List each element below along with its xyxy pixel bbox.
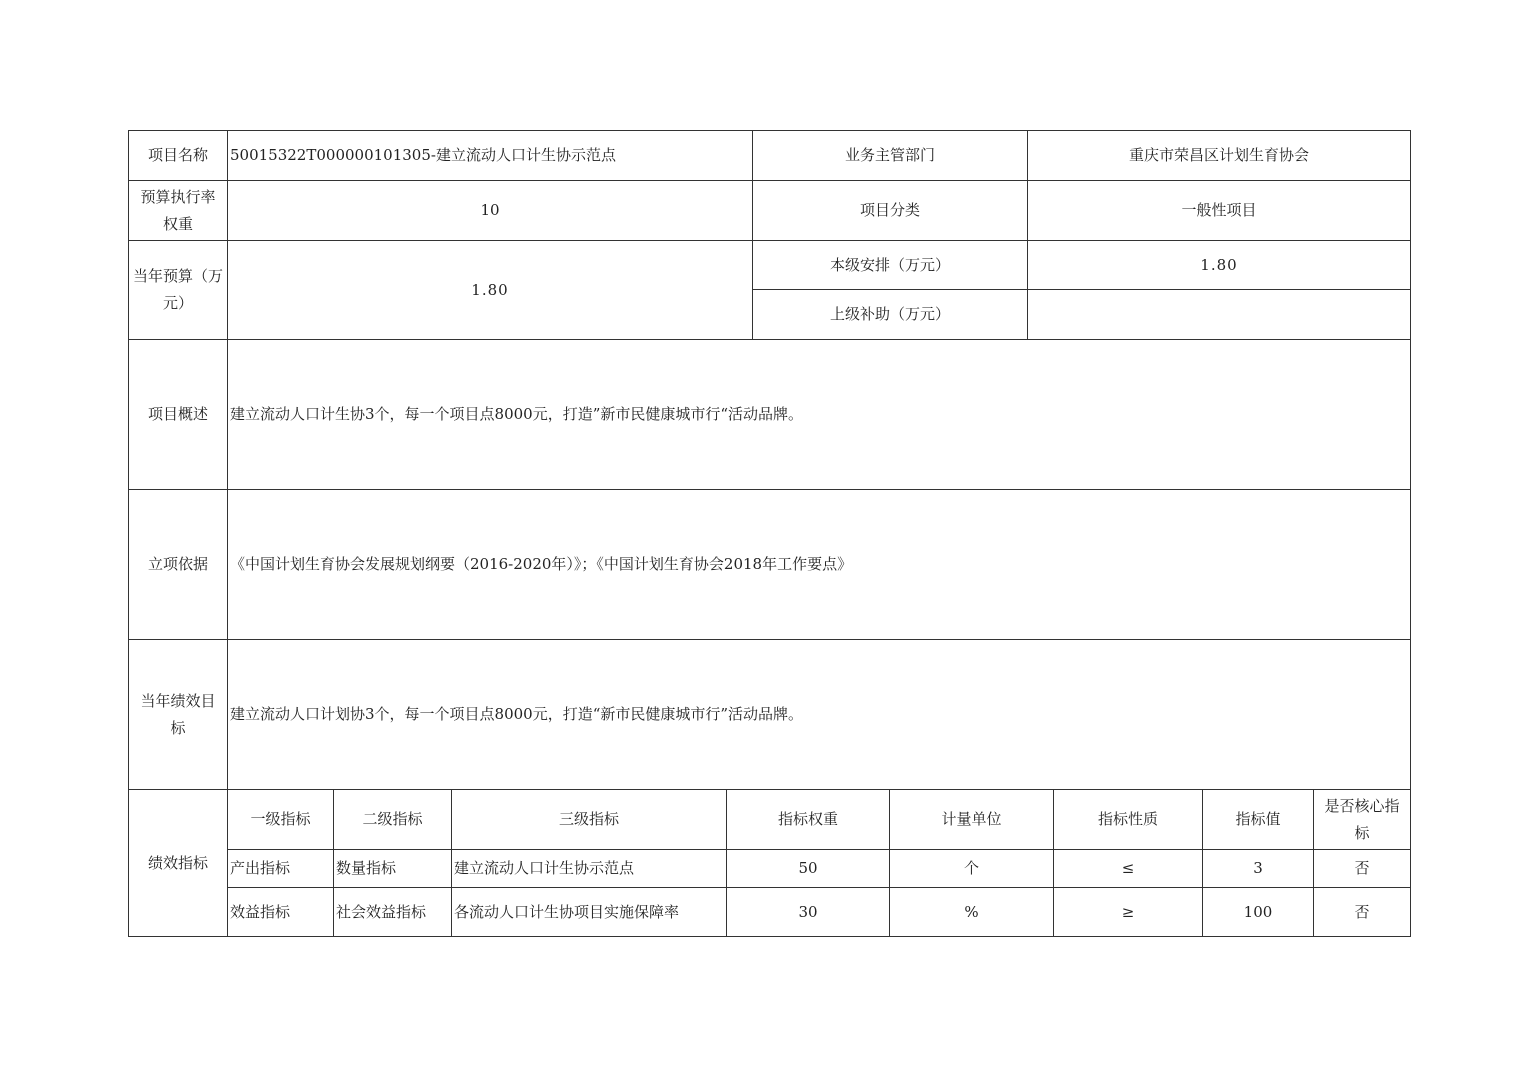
indicator-cell: % (890, 888, 1054, 936)
budget-label: 当年预算（万元） (129, 241, 228, 340)
budget-rate-label: 预算执行率权重 (129, 181, 228, 241)
indicator-cell: 建立流动人口计生协示范点 (452, 850, 727, 888)
indicator-cell: 社会效益指标 (334, 888, 452, 936)
indicator-cell: ≥ (1054, 888, 1203, 936)
indicator-cell: 产出指标 (228, 850, 334, 888)
local-budget-value: 1.80 (1028, 241, 1410, 290)
indicator-header: 指标权重 (727, 790, 890, 850)
overview-label: 项目概述 (129, 340, 228, 490)
indicator-cell: 30 (727, 888, 890, 936)
indicator-header: 是否核心指标 (1314, 790, 1410, 850)
goal-label: 当年绩效目标 (129, 640, 228, 790)
project-name-label: 项目名称 (129, 131, 228, 181)
category-label: 项目分类 (753, 181, 1028, 241)
goal-text: 建立流动人口计划协3个，每一个项目点8000元，打造“新市民健康城市行”活动品牌。 (228, 640, 1410, 790)
indicator-cell: 个 (890, 850, 1054, 888)
indicator-header: 指标性质 (1054, 790, 1203, 850)
dept-value: 重庆市荣昌区计划生育协会 (1028, 131, 1410, 181)
budget-rate-value: 10 (228, 181, 753, 241)
local-budget-label: 本级安排（万元） (753, 241, 1028, 290)
indicator-header: 二级指标 (334, 790, 452, 850)
indicator-cell: 数量指标 (334, 850, 452, 888)
indicator-header: 指标值 (1203, 790, 1314, 850)
upper-budget-label: 上级补助（万元） (753, 290, 1028, 340)
basis-text: 《中国计划生育协会发展规划纲要（2016-2020年）》；《中国计划生育协会2018年工作要点》 (228, 490, 1410, 640)
indicator-cell: 否 (1314, 850, 1410, 888)
indicator-cell: 各流动人口计生协项目实施保障率 (452, 888, 727, 936)
indicator-header: 计量单位 (890, 790, 1054, 850)
indicator-cell: 50 (727, 850, 890, 888)
indicator-header: 一级指标 (228, 790, 334, 850)
basis-label: 立项依据 (129, 490, 228, 640)
indicator-cell: ≤ (1054, 850, 1203, 888)
budget-value: 1.80 (228, 241, 753, 340)
indicator-cell: 100 (1203, 888, 1314, 936)
indicator-cell: 效益指标 (228, 888, 334, 936)
indicator-cell: 3 (1203, 850, 1314, 888)
project-name-value: 50015322T000000101305-建立流动人口计生协示范点 (228, 131, 753, 181)
performance-table (128, 130, 1411, 937)
indicators-label: 绩效指标 (129, 790, 228, 936)
dept-label: 业务主管部门 (753, 131, 1028, 181)
indicator-cell: 否 (1354, 902, 1370, 921)
category-value: 一般性项目 (1028, 181, 1410, 241)
overview-text: 建立流动人口计生协3个，每一个项目点8000元，打造”新市民健康城市行“活动品牌。 (228, 340, 1410, 490)
upper-budget-value (1028, 290, 1410, 340)
indicator-header: 三级指标 (452, 790, 727, 850)
